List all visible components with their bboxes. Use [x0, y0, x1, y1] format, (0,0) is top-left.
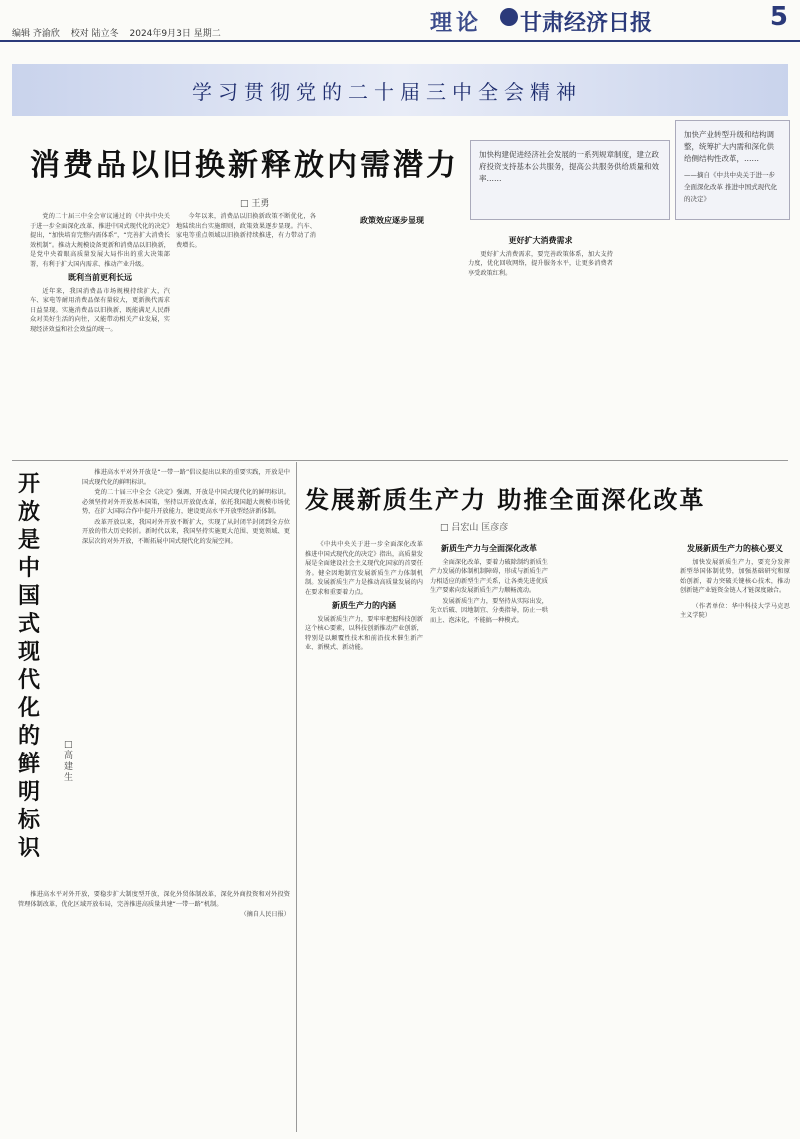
- article3-subhead: 发展新质生产力的核心要义: [687, 544, 783, 553]
- article2-paragraph: 党的二十届三中全会《决定》强调，开放是中国式现代化的鲜明标识。必须坚持对外开放基本国策，坚持以开放促改革，依托我国超大规模市场优势，在扩大国际合作中提升开放能力，建设更高水平开放型经济新体制。: [82, 489, 290, 515]
- newspaper-logo-icon: [500, 8, 518, 26]
- article3-col-3: [555, 540, 673, 1132]
- article1-quote2: 加快产业转型升级和结构调整，统筹扩大内需和深化供给侧结构性改革，……: [684, 130, 774, 163]
- section-divider: [12, 460, 788, 461]
- article3-subhead: 新质生产力与全面深化改革: [441, 544, 537, 553]
- article1-col-2: [176, 212, 316, 455]
- article1-quote2-source: ——摘自《中共中央关于进一步全面深化改革 推进中国式现代化的决定》: [684, 171, 778, 203]
- article2-col-top: [82, 468, 290, 888]
- article1-subhead: 既利当前更利长远: [68, 273, 132, 282]
- article1-paragraph: 近年来，我国消费品市场规模持续扩大，汽车、家电等耐用消费品保有量较大，更新换代需求日益显现。实施消费品以旧换新，既能满足人民群众对美好生活的向往，又能带动相关产业发展，实现经济效益和社会效益的统一。: [30, 287, 170, 333]
- page-header: [0, 0, 800, 42]
- article1-quote-box-2: [675, 120, 790, 220]
- article2-paragraph: 改革开放以来，我国对外开放不断扩大，实现了从封闭半封闭到全方位开放的伟大历史转折。新时代以来，我国坚持实施更大范围、更宽领域、更深层次的对外开放，不断拓展中国式现代化的发展空间。: [82, 518, 290, 545]
- section-title: 理论: [430, 10, 483, 36]
- theme-banner: [12, 64, 788, 116]
- article1-author: □ 王勇: [240, 199, 270, 209]
- banner-title: 学习贯彻党的二十届三中全会精神: [192, 80, 582, 104]
- article2-paragraph: 推进高水平对外开放，要稳步扩大制度型开放，深化外贸体制改革，深化外商投资和对外投资管理体制改革，优化区域开放布局，完善推进高质量共建“一带一路”机制。: [18, 891, 290, 908]
- editor-credit: 编辑 齐渝欣: [12, 29, 60, 39]
- page-number: 5: [769, 2, 788, 32]
- article3-paragraph: 《中共中央关于进一步全面深化改革 推进中国式现代化的决定》指出，高质量发展是全面建设社会主义现代化国家的首要任务。健全因地制宜发展新质生产力体制机制。发展新质生产力是推动高质量发展的内在要求和重要着力点。: [305, 541, 423, 596]
- article1-paragraph: 党的二十届三中全会审议通过的《中共中央关于进一步全面深化改革、推进中国式现代化的决定》提出，“加快培育完整内需体系”，“完善扩大消费长效机制”。推动大规模设备更新和消费品以旧换新，是党中央着眼高质量发展大局作出的重大决策部署，有利于扩大国内需求、推动产业升级。: [30, 213, 170, 268]
- article3-col-1: [305, 540, 423, 1132]
- article2-paragraph: 推进高水平对外开放是“一带一路”倡议提出以来的重要实践，开放是中国式现代化的鲜明标识。: [82, 469, 290, 486]
- article3-col-2: [430, 540, 548, 1132]
- issue-date: 2024年9月3日 星期二: [129, 29, 221, 39]
- article1-paragraph: 今年以来，消费品以旧换新政策不断优化，各地陆续出台实施细则，政策效果逐步显现。汽车、家电等重点领域以旧换新持续推进，有力带动了消费增长。: [176, 213, 316, 249]
- article3-subhead: 新质生产力的内涵: [332, 601, 396, 610]
- article1-subhead: 更好扩大消费需求: [508, 236, 573, 245]
- article1-col-5: [620, 232, 790, 455]
- article1-quote1: 加快构建促进经济社会发展的一系列规章制度，建立政府投资支持基本公共服务，提高公共服务供给质量和效率……: [479, 150, 659, 183]
- column-divider: [296, 462, 297, 1132]
- article1-subhead: 政策效应逐步显现: [360, 216, 424, 225]
- article3-paragraph: 发展新质生产力，要牢牢把握科技创新这个核心要素，以科技创新推动产业创新，特别是以颠覆性技术和前沿技术催生新产业、新模式、新动能。: [305, 615, 423, 651]
- article1-col-1: [30, 212, 170, 455]
- header-meta: [12, 26, 229, 39]
- article2-col-bottom: [18, 890, 290, 1130]
- article1-paragraph: 更好扩大消费需求，要完善政策体系，加大支持力度，优化回收网络，提升服务水平，让更多消费者享受政策红利。: [468, 250, 613, 277]
- article1-quote-box: [470, 140, 670, 220]
- article3-paragraph: 发展新质生产力，要坚持从实际出发，先立后破、因地制宜、分类指导，防止一哄而上、泡沫化，不能搞一种模式。: [430, 597, 548, 624]
- article3-headline: 发展新质生产力 助推全面深化改革: [305, 485, 706, 514]
- article3-col-4: [680, 540, 790, 1132]
- article1-headline: 消费品以旧换新释放内需潜力: [30, 148, 459, 183]
- article3-paragraph: 全面深化改革，要着力破除制约新质生产力发展的体制机制障碍，形成与新质生产力相适应的新型生产关系，让各类先进优质生产要素向发展新质生产力顺畅流动。: [430, 558, 548, 594]
- article2-author: □ 高建生: [64, 740, 74, 783]
- article3-paragraph: 加快发展新质生产力，要充分发挥新型举国体制优势，加强基础研究和原始创新，着力突破关键核心技术，推动创新链产业链资金链人才链深度融合。: [680, 558, 790, 594]
- proof-credit: 校对 陆立冬: [70, 29, 119, 39]
- article3-author-note: （作者单位：华中科技大学马克思主义学院）: [680, 602, 790, 619]
- article3-author: □ 吕宏山 匡彦彦: [440, 523, 509, 533]
- article1-col-3: [322, 212, 462, 455]
- article2-source: （摘自人民日报）: [240, 911, 290, 918]
- article2-vertical-headline: 开放是中国式现代化的鲜明标识: [18, 471, 41, 861]
- newspaper-name: 甘肃经济日报: [520, 10, 653, 36]
- article1-col-4: [468, 232, 613, 455]
